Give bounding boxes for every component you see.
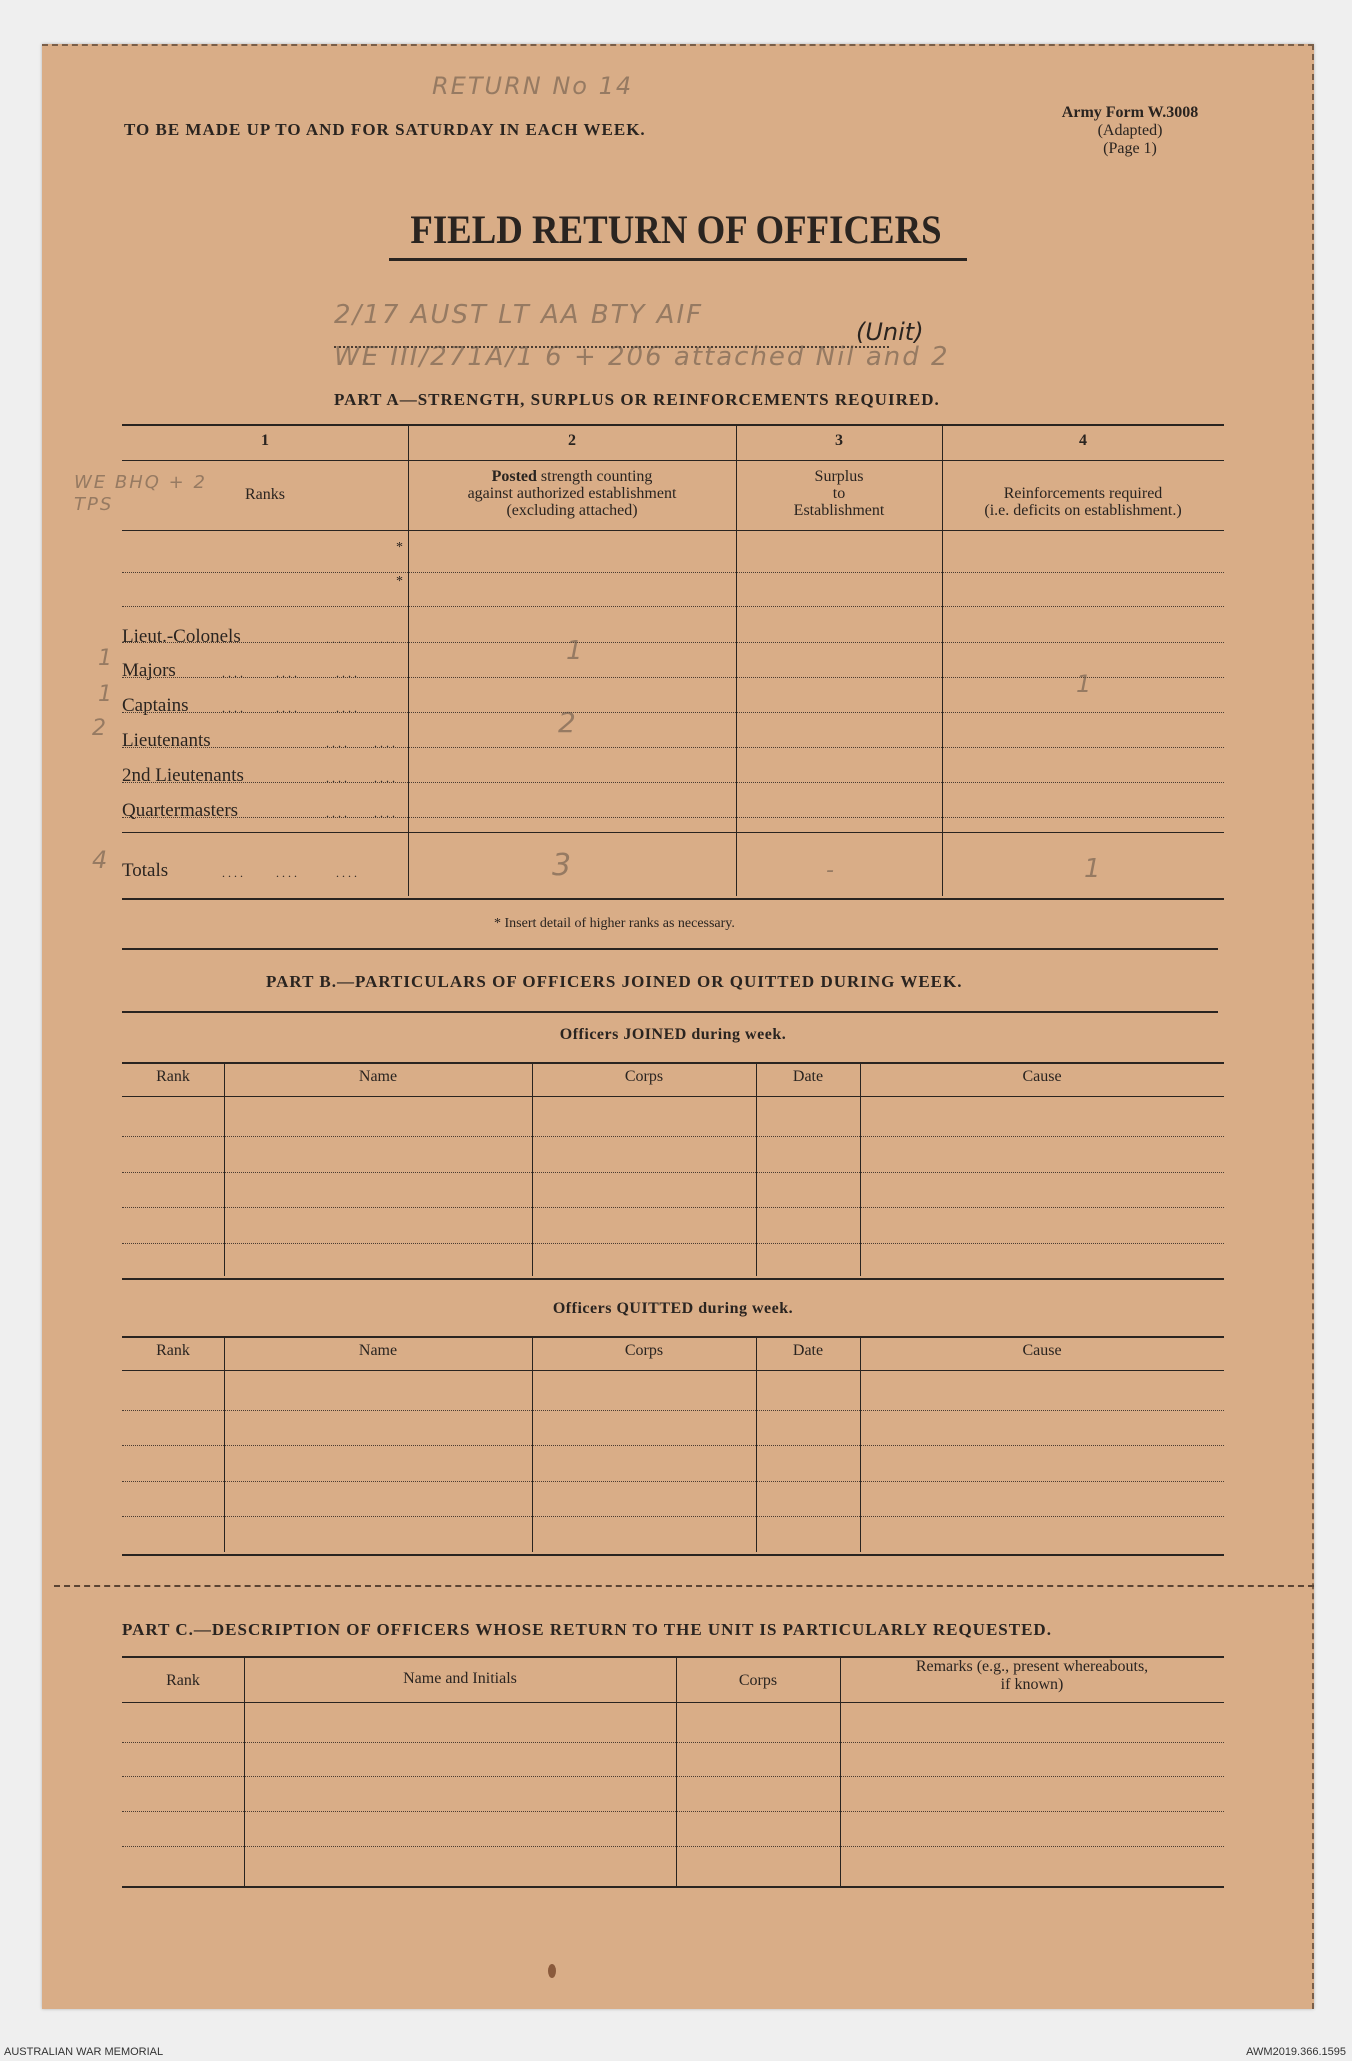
surplus-header-line2: to (832, 485, 846, 502)
part-c-row-line (122, 1742, 1224, 1743)
rank-majors: Majors (122, 660, 176, 681)
handwritten-surplus-totals: - (826, 858, 836, 883)
handwritten-reinforcements-majors: 1 (1076, 670, 1094, 698)
row-line-2 (122, 606, 1224, 607)
joined-title: Officers JOINED during week. (559, 1026, 787, 1043)
posted-header-line3: (excluding attached) (506, 502, 638, 519)
joined-vline-4 (860, 1064, 861, 1276)
rank-lieut-colonels: Lieut.-Colonels (122, 626, 241, 647)
handwritten-we-line: WE III/271A/1 6 + 206 attached Nil and 2 (334, 342, 950, 372)
joined-row-line (122, 1136, 1224, 1137)
handwritten-posted-lieutenants: 2 (558, 706, 578, 739)
leader-dots: .... .... (326, 806, 398, 820)
quitted-header-rule (122, 1370, 1224, 1371)
form-adapted: (Adapted) (1097, 122, 1163, 139)
unit-label: (Unit) (856, 318, 924, 346)
rank-2nd-lieutenants: 2nd Lieutenants (122, 765, 244, 786)
col-number-4: 4 (1079, 432, 1087, 449)
part-c-row-line (122, 1846, 1224, 1847)
posted-header-bold: Posted (491, 468, 537, 485)
footer-accession-number: AWM2019.366.1595 (1246, 2046, 1346, 2058)
part-c-col-name: Name and Initials (403, 1670, 517, 1687)
part-c-vline-2 (676, 1658, 677, 1886)
perforation-right (1312, 44, 1314, 2009)
row-line-7 (122, 782, 1224, 783)
joined-vline-1 (224, 1064, 225, 1276)
handwritten-margin-count-2: 1 (98, 682, 114, 707)
part-c-vline-1 (244, 1658, 245, 1886)
row-line-8 (122, 817, 1224, 818)
title-underline (389, 258, 967, 261)
part-a-footnote: * Insert detail of higher ranks as necessary. (494, 916, 735, 931)
part-a-bottom-rule (122, 898, 1224, 900)
posted-header-rest: strength counting (536, 468, 653, 485)
joined-col-cause: Cause (1022, 1068, 1062, 1085)
perforation-top (42, 44, 1314, 46)
quitted-row-line (122, 1445, 1224, 1446)
col-number-2: 2 (568, 432, 576, 449)
quitted-title: Officers QUITTED during week. (552, 1300, 794, 1317)
form-page: (Page 1) (1103, 140, 1157, 157)
joined-vline-2 (532, 1064, 533, 1276)
handwritten-unit-name: 2/17 AUST LT AA BTY AIF (334, 300, 704, 330)
part-a-colnum-rule (122, 460, 1224, 461)
part-a-top-rule (122, 424, 1224, 426)
handwritten-posted-totals: 3 (552, 848, 574, 883)
joined-top-rule (122, 1062, 1224, 1064)
part-c-heading: PART C.—DESCRIPTION OF OFFICERS WHOSE RETURN TO THE UNIT IS PARTICULARLY REQUESTED. (122, 1620, 1052, 1639)
part-a-heading: PART A—STRENGTH, SURPLUS OR REINFORCEMENTS REQUIRED. (334, 390, 940, 409)
part-b-heading-rule (122, 1011, 1218, 1013)
surplus-header-line3: Establishment (793, 502, 885, 519)
joined-col-date: Date (792, 1068, 824, 1085)
totals-top-rule (122, 832, 1224, 833)
part-c-row-line (122, 1811, 1224, 1812)
instruction-line: TO BE MADE UP TO AND FOR SATURDAY IN EACH WEEK. (124, 120, 646, 139)
part-c-col-corps: Corps (738, 1672, 778, 1689)
leader-dots: .... .... (326, 632, 398, 646)
page-title: FIELD RETURN OF OFFICERS (410, 207, 942, 252)
part-c-vline-3 (840, 1658, 841, 1886)
joined-row-line (122, 1207, 1224, 1208)
quitted-row-line (122, 1481, 1224, 1482)
rank-quartermasters: Quartermasters (122, 800, 239, 821)
row-line-6 (122, 747, 1224, 748)
col-number-3: 3 (835, 432, 843, 449)
rank-lieutenants: Lieutenants (122, 730, 211, 751)
quitted-col-corps: Corps (624, 1342, 664, 1359)
part-c-remarks-line1: Remarks (e.g., present whereabouts, (915, 1658, 1149, 1675)
row-line-1 (122, 572, 1224, 573)
surplus-header (736, 468, 942, 519)
joined-bottom-rule (122, 1278, 1224, 1280)
quitted-col-cause: Cause (1022, 1342, 1062, 1359)
leader-dots: .... .... (326, 771, 398, 785)
quitted-bottom-rule (122, 1554, 1224, 1556)
totals-label: Totals (122, 860, 169, 881)
quitted-col-rank: Rank (156, 1342, 190, 1359)
quitted-row-line (122, 1516, 1224, 1517)
leader-dots: .... .... (326, 736, 398, 750)
handwritten-reinforcements-totals: 1 (1084, 854, 1103, 884)
asterisk-1: * (396, 540, 403, 555)
joined-row-line (122, 1172, 1224, 1173)
perforation-divider (54, 1585, 1314, 1587)
handwritten-posted-lt-col: 1 (566, 636, 585, 666)
form-identifier (1030, 104, 1230, 158)
part-a-header-rule (122, 530, 1224, 531)
posted-header (408, 468, 736, 519)
footer-credit: AUSTRALIAN WAR MEMORIAL (4, 2046, 164, 2058)
part-a-footnote-rule (122, 948, 1218, 950)
handwritten-return-number: RETURN No 14 (432, 72, 634, 100)
reinforcements-header (942, 485, 1224, 519)
posted-header-line2: against authorized establishment (467, 485, 677, 502)
reinforcements-header-line2: (i.e. deficits on establishment.) (984, 502, 1182, 519)
leader-dots: .... .... .... (222, 666, 360, 680)
joined-col-rank: Rank (156, 1068, 190, 1085)
reinforcements-header-line1: Reinforcements required (1003, 485, 1163, 502)
surplus-header-line1: Surplus (814, 468, 864, 485)
part-c-col-remarks (840, 1658, 1224, 1694)
col-number-1: 1 (261, 432, 269, 449)
ink-mark (548, 1964, 556, 1978)
ranks-header: Ranks (245, 486, 285, 503)
quitted-top-rule (122, 1336, 1224, 1338)
joined-vline-3 (756, 1064, 757, 1276)
handwritten-margin-note: WE BHQ + 2 TPS (74, 472, 207, 515)
handwritten-margin-total: 4 (92, 846, 110, 874)
quitted-col-name: Name (358, 1342, 398, 1359)
row-line-3 (122, 642, 1224, 643)
part-c-header-rule (122, 1702, 1224, 1703)
joined-col-corps: Corps (624, 1068, 664, 1085)
form-number: Army Form W.3008 (1061, 104, 1199, 121)
rank-captains: Captains (122, 695, 189, 716)
part-c-remarks-line2: if known) (1000, 1676, 1064, 1693)
asterisk-2: * (396, 574, 403, 589)
part-c-bottom-rule (122, 1886, 1224, 1888)
part-b-heading: PART B.—PARTICULARS OF OFFICERS JOINED OR QUITTED DURING WEEK. (266, 972, 963, 991)
handwritten-margin-count-1: 1 (98, 646, 114, 671)
part-c-col-rank: Rank (166, 1672, 200, 1689)
joined-row-line (122, 1243, 1224, 1244)
leader-dots: .... .... .... (222, 866, 360, 880)
handwritten-margin-count-3: 2 (92, 716, 108, 741)
leader-dots: .... .... .... (222, 701, 360, 715)
quitted-row-line (122, 1410, 1224, 1411)
joined-col-name: Name (358, 1068, 398, 1085)
part-c-row-line (122, 1776, 1224, 1777)
quitted-col-date: Date (792, 1342, 824, 1359)
joined-header-rule (122, 1096, 1224, 1097)
